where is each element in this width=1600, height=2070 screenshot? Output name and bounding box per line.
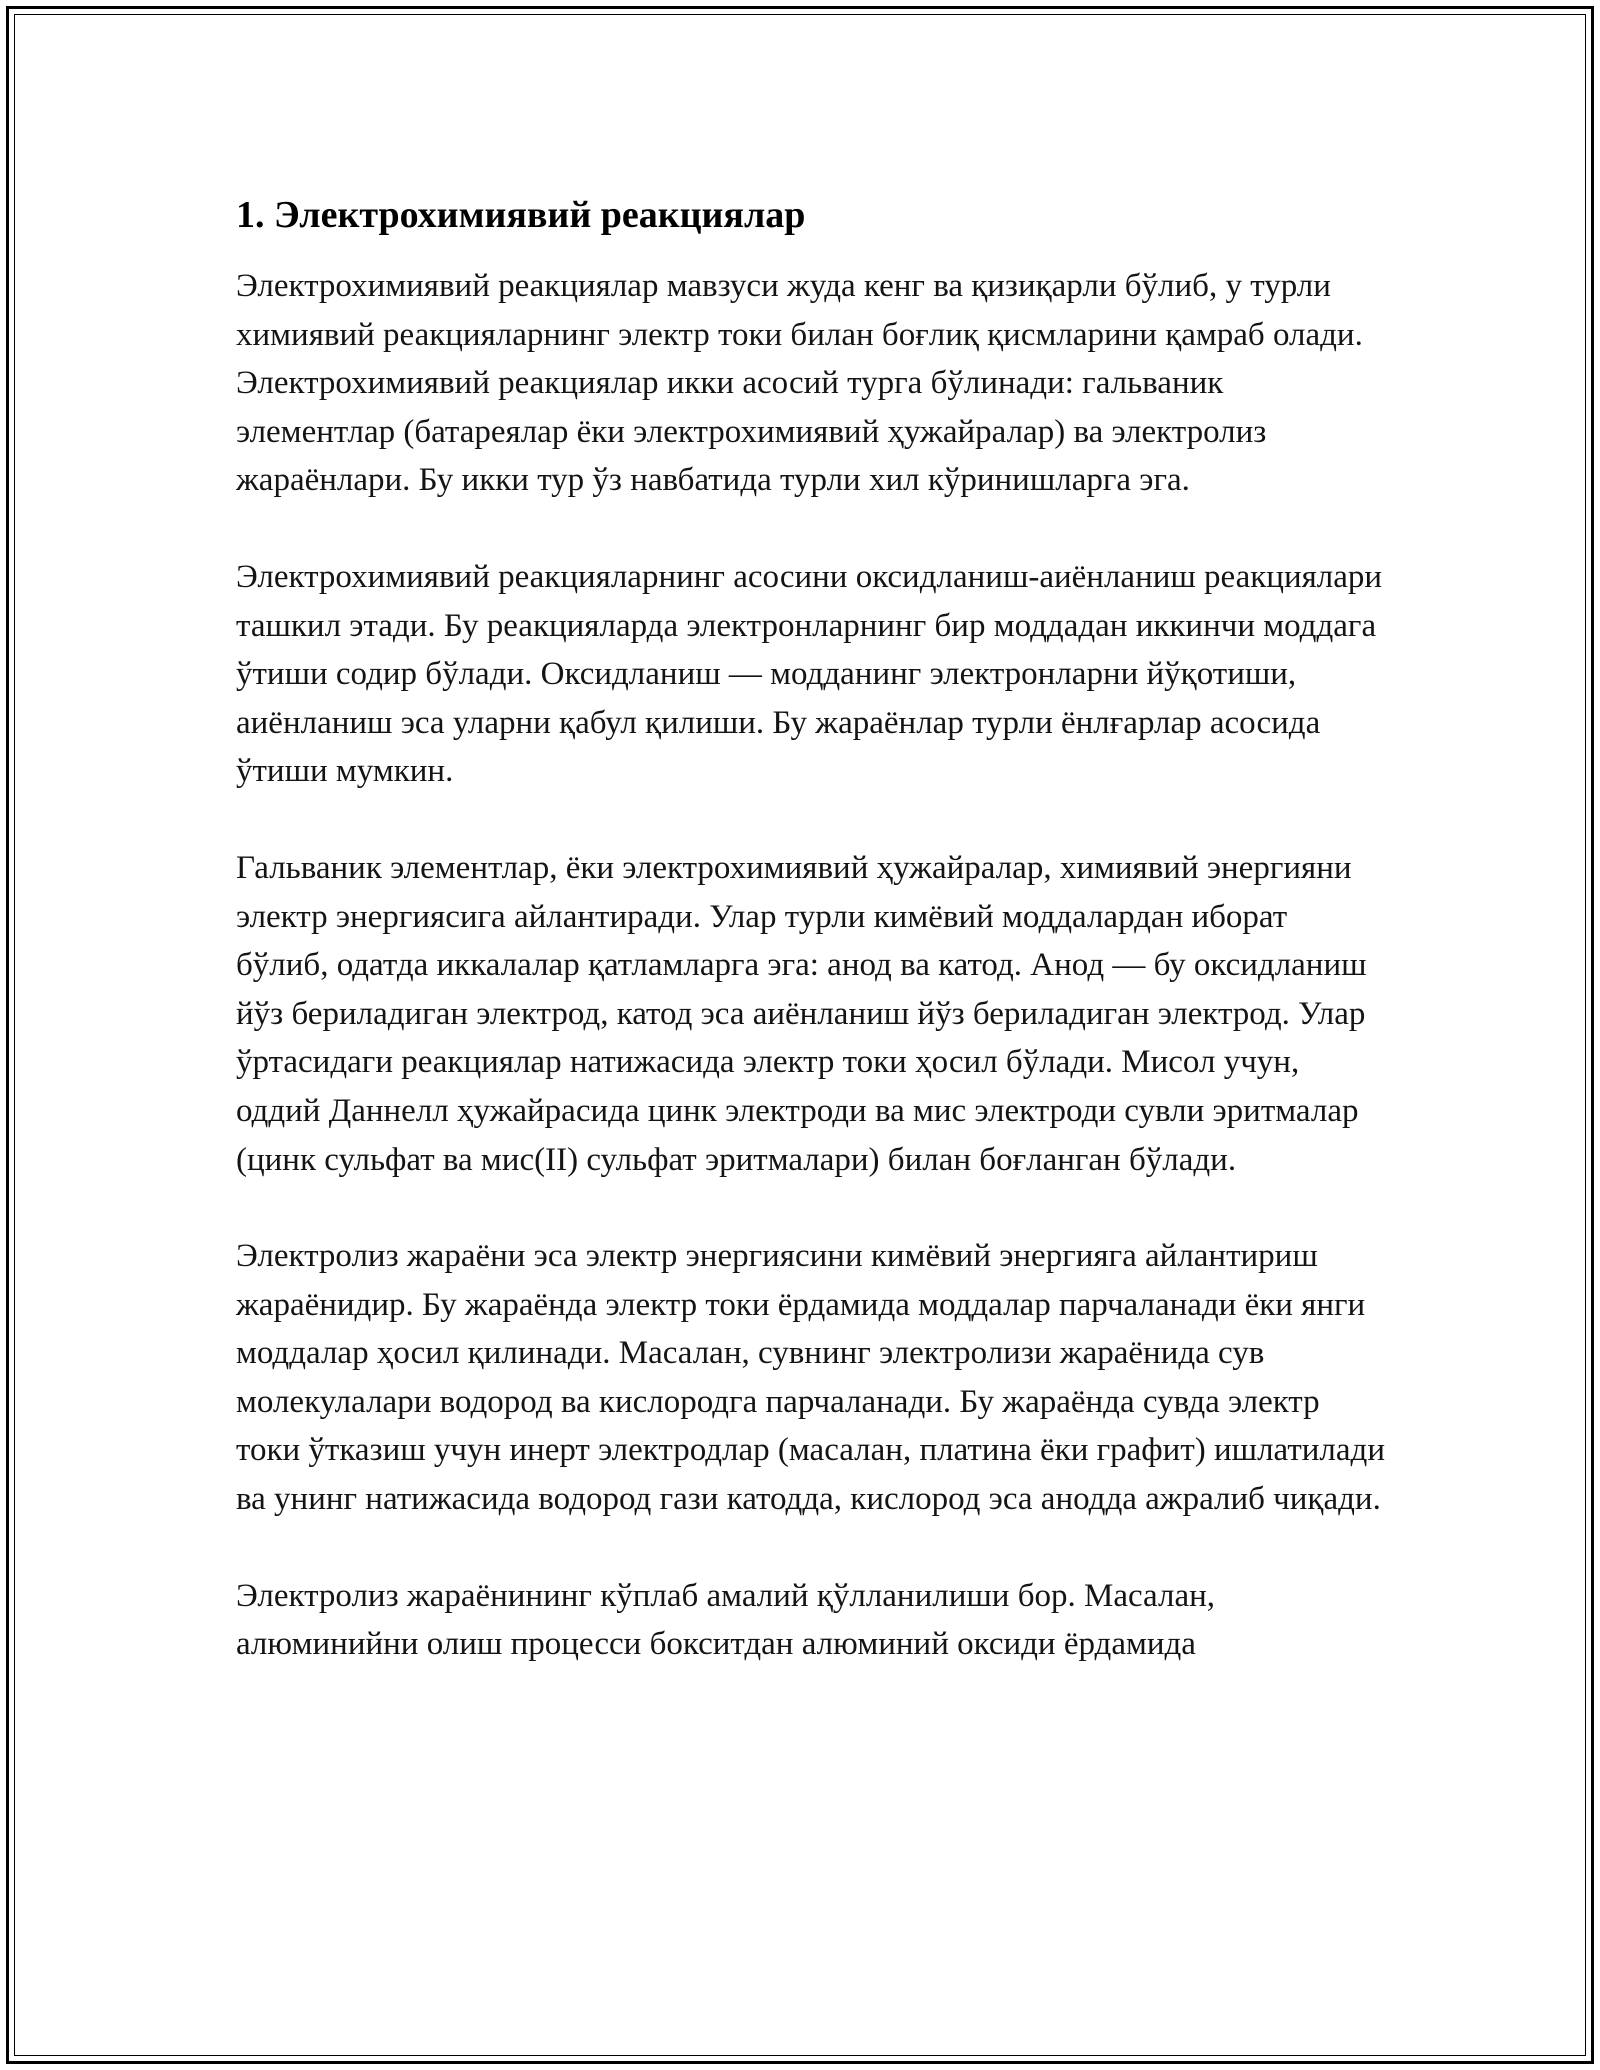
paragraph-1: Электрохимиявий реакциялар мавзуси жуда кенг ва қизиқарли бўлиб, у турли химиявий реакцияларнинг электр токи билан боғлиқ қисмларини қамраб олади. Электрохимиявий реакциялар икки асосий турга бўлинади: гальваник элементлар (батареялар ёки электрохимиявий ҳужайралар) ва электролиз жараёнлари. Бу икки тур ўз навбатида турли хил кўринишларга эга. (236, 268, 1363, 499)
paragraph-5: Электролиз жараёнининг кўплаб амалий қўлланилиши бор. Масалан, алюминийни олиш процесси бокситдан алюминий оксиди ёрдамида (236, 1577, 1215, 1663)
paragraph-2: Электрохимиявий реакцияларнинг асосини оксидланиш-аиёнланиш реакциялари ташкил этади. Бу реакцияларда электронларнинг бир моддадан иккинчи моддага ўтиши содир бўлади. Оксидланиш — модданинг электронларни йўқотиши, аиёнланиш эса уларни қабул қилиши. Бу жараёнлар турли ёнлғарлар асосида ўтиши мумкин. (236, 558, 1383, 790)
paragraph-4: Электролиз жараёни эса электр энергиясини кимёвий энергияга айлантириш жараёнидир. Бу жараёнда электр токи ёрдамида моддалар парчаланади ёки янги моддалар ҳосил қилинади. Масалан, сувнинг электролизи жараёнида сув молекулалари водород ва кислородга парчаланади. Бу жараёнда сувда электр токи ўтказиш учун инерт электродлар (масалан, платина ёки графит) ишлатилади ва унинг натижасида водород гази катодда, кислород эса анодда ажралиб чиқади. (236, 1238, 1385, 1518)
section-heading: 1. Электрохимиявий реакциялар (236, 194, 806, 236)
document-body (236, 190, 1386, 1717)
paragraph-3: Гальваник элементлар, ёки электрохимиявий ҳужайралар, химиявий энергияни электр энергиясига айлантиради. Улар турли кимёвий моддалардан иборат бўлиб, одатда иккалалар қатламларга эга: анод ва катод. Анод — бу оксидланиш йўз бериладиган электрод, катод эса аиёнланиш йўз бериладиган электрод. Улар ўртасидаги реакциялар натижасида электр токи ҳосил бўлади. Мисол учун, оддий Даннелл ҳужайрасида цинк электроди ва мис электроди сувли эритмалар (цинк сульфат ва мис(II) сульфат эритмалари) билан боғланган бўлади. (236, 849, 1367, 1178)
